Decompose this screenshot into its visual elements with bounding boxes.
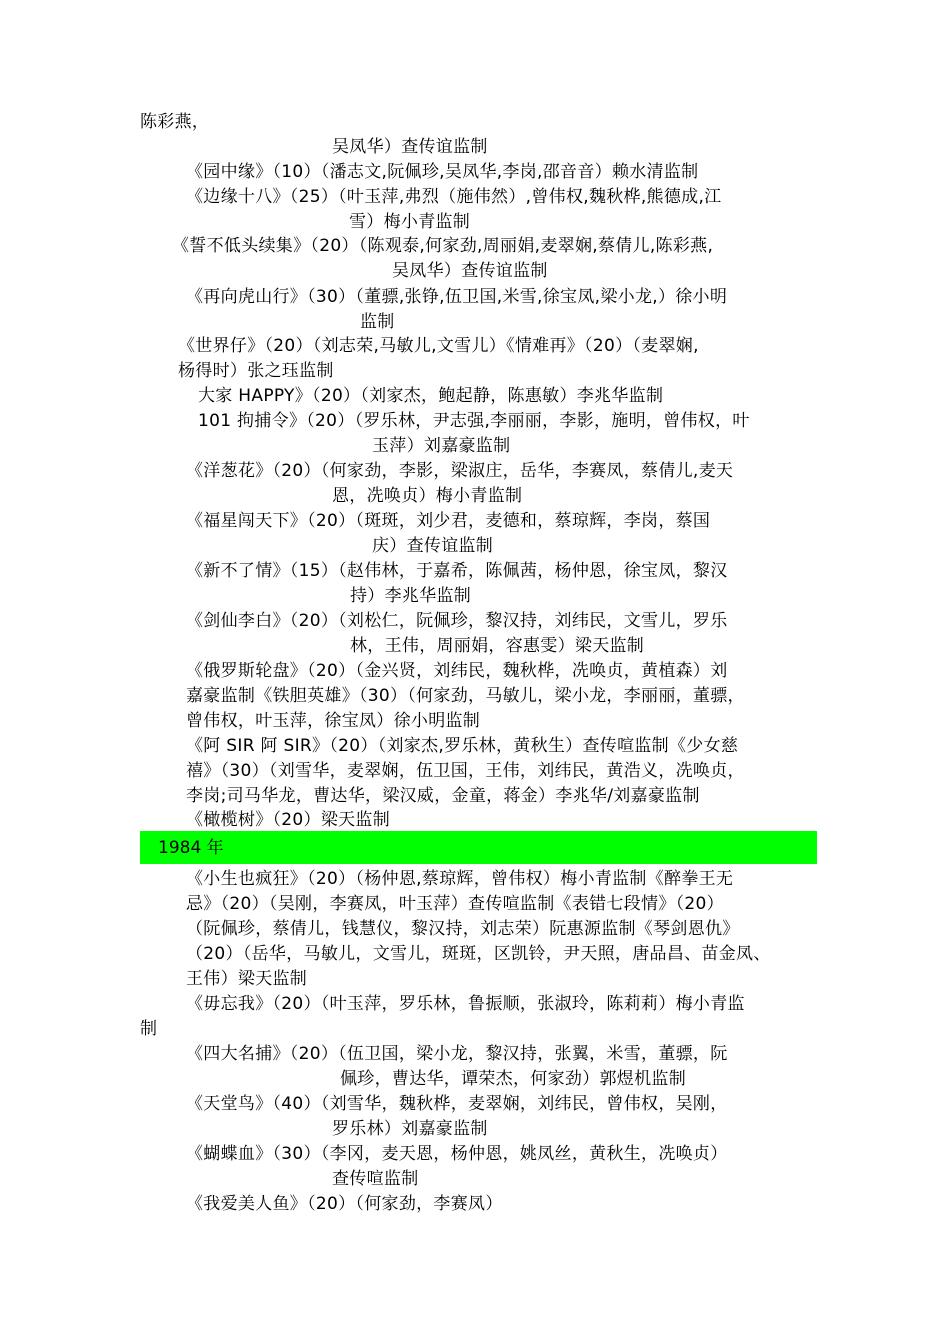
text-line: 吴凤华）查传谊监制 [332,137,488,157]
year-heading: 1984 年 [158,838,224,858]
text-line: 《新不了情》（15）（赵伟林，于嘉希，陈佩茜，杨仲恩，徐宝凤，黎汉 [186,561,728,581]
text-line: 忌》（20）（吴刚，李赛凤，叶玉萍）查传喧监制《表错七段情》（20） [186,894,724,914]
text-line: 《福星闯天下》（20）（斑斑，刘少君，麦德和，蔡琼辉，李岗，蔡国 [186,511,711,531]
text-line: 大家 HAPPY》（20）（刘家杰，鲍起静，陈惠敏）李兆华监制 [198,386,664,406]
text-line: 李岗;司马华龙，曹达华，梁汉威，金童，蒋金）李兆华/刘嘉豪监制 [186,786,700,806]
text-line: 《剑仙李白》（20）（刘松仁，阮佩珍，黎汉持，刘纬民，文雪儿，罗乐 [186,611,728,631]
text-line: 《我爱美人鱼》（20）（何家劲，李赛凤） [186,1194,503,1214]
text-line: 《再向虎山行》（30）（董骠,张铮,伍卫国,米雪,徐宝凤,梁小龙,）徐小明 [186,287,728,307]
text-line: 恩，冼唤贞）梅小青监制 [332,486,523,506]
text-line: 《边缘十八》（25）（叶玉萍,弗烈（施伟然）,曾伟权,魏秋桦,熊德成,江 [186,187,722,207]
text-line: 《俄罗斯轮盘》（20）（金兴贤，刘纬民，魏秋桦，冼唤贞，黄植森）刘 [186,661,728,681]
text-line: 持）李兆华监制 [350,586,472,606]
text-line: 查传喧监制 [332,1169,419,1189]
text-line: 杨得时）张之珏监制 [178,361,334,381]
text-line: 《誓不低头续集》（20）（陈观泰,何家劲,周丽娟,麦翠娴,蔡倩儿,陈彩燕, [172,236,714,256]
text-line: 《阿 SIR 阿 SIR》（20）（刘家杰,罗乐林，黄秋生）查传喧监制《少女慈 [186,736,739,756]
text-line: 嘉豪监制《铁胆英雄》（30）（何家劲，马敏儿，梁小龙，李丽丽，董骠， [186,686,745,706]
year-heading-highlight [140,831,817,864]
text-line: 《洋葱花》（20）（何家劲，李影，梁淑庄，岳华，李赛凤，蔡倩儿,麦天 [186,461,734,481]
text-line: 制 [140,1019,158,1039]
text-line: 陈彩燕， [140,112,210,132]
text-line: 玉萍）刘嘉豪监制 [372,436,511,456]
text-line: 罗乐林）刘嘉豪监制 [332,1119,488,1139]
text-line: 禧》（30）（刘雪华，麦翠娴，伍卫国，王伟，刘纬民，黄浩义，冼唤贞， [186,761,745,781]
text-line: 《小生也疯狂》（20）（杨仲恩,蔡琼辉，曾伟权）梅小青监制《醉拳王无 [186,869,734,889]
text-line: 监制 [360,312,395,332]
text-line: 《园中缘》（10）（潘志文,阮佩珍,吴凤华,李岗,邵音音）赖水清监制 [186,162,699,182]
text-line: （20）（岳华，马敏儿，文雪儿，斑斑，区凯铃，尹天照，唐品昌、苗金凤、 [186,944,771,964]
text-line: 《蝴蝶血》（30）（李冈，麦天恩，杨仲恩，姚凤丝，黄秋生，冼唤贞） [186,1144,728,1164]
text-line: 《橄榄树》（20）梁天监制 [186,810,391,830]
text-line: 林，王伟，周丽娟，容惠雯）梁天监制 [350,636,645,656]
text-line: 《毋忘我》（20）（叶玉萍，罗乐林，鲁振顺，张淑玲，陈莉莉）梅小青监 [186,994,745,1014]
text-line: 庆）查传谊监制 [372,536,494,556]
text-line: 《天堂鸟》（40）（刘雪华，魏秋桦，麦翠娴，刘纬民，曾伟权，吴刚， [186,1094,728,1114]
text-line: 佩珍，曹达华，谭荣杰，何家劲）郭煜机监制 [340,1069,686,1089]
text-line: 雪）梅小青监制 [349,212,471,232]
text-line: （阮佩珍，蔡倩儿，钱慧仪，黎汉持，刘志荣）阮惠源监制《琴剑恩仇》 [186,919,740,939]
text-line: 101 拘捕令》（20）（罗乐林，尹志强,李丽丽，李影，施明，曾伟权，叶 [198,411,750,431]
text-line: 吴凤华）查传谊监制 [392,261,548,281]
text-line: 王伟）梁天监制 [186,969,308,989]
text-line: 《世界仔》（20）（刘志荣,马敏儿,文雪儿）《情难再》（20）（麦翠娴, [178,336,699,356]
text-line: 曾伟权，叶玉萍，徐宝凤）徐小明监制 [186,711,481,731]
text-line: 《四大名捕》（20）（伍卫国，梁小龙，黎汉持，张翼，米雪，董骠，阮 [186,1044,728,1064]
